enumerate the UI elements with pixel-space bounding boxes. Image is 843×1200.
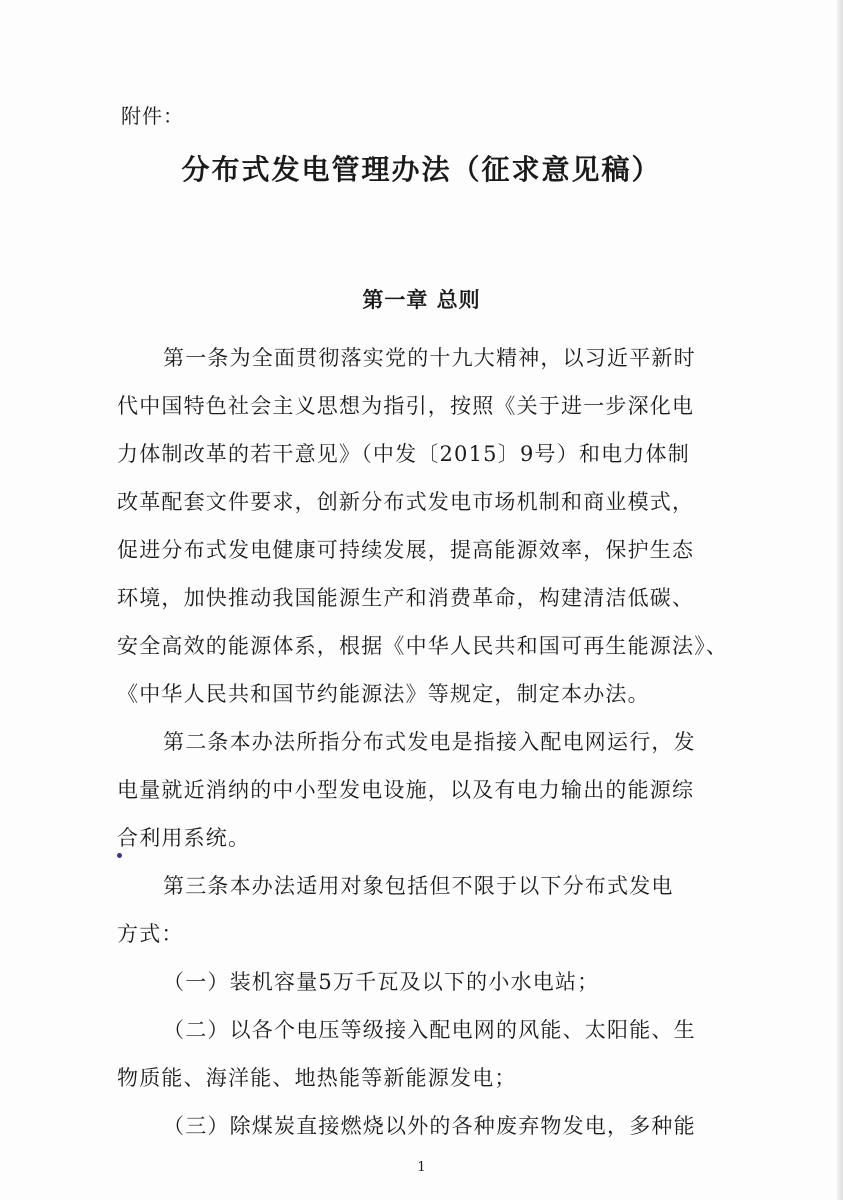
article-1-line-1: 第一条为全面贯彻落实党的十九大精神，以习近平新时 [163, 346, 696, 370]
article-1-line-4: 改革配套文件要求，创新分布式发电市场机制和商业模式， [117, 490, 695, 514]
article-1-line-6: 环境，加快推动我国能源生产和消费革命，构建清洁低碳、 [117, 586, 695, 610]
chapter-heading: 第一章 总则 [362, 287, 481, 312]
document-title: 分布式发电管理办法（征求意见稿） [181, 153, 662, 186]
attachment-label: 附件： [121, 104, 184, 128]
scan-speck [117, 853, 122, 858]
article-1-line-3: 力体制改革的若干意见》（中发〔2015〕9号）和电力体制 [117, 442, 690, 466]
article-3-item-1: （一）装机容量5万千瓦及以下的小水电站； [163, 970, 600, 994]
article-3-item-2-line-2: 物质能、海洋能、地热能等新能源发电； [117, 1066, 517, 1090]
article-2-line-3: 合利用系统。 [117, 826, 251, 850]
article-3-line-1: 第三条本办法适用对象包括但不限于以下分布式发电 [163, 874, 674, 898]
article-1-line-7: 安全高效的能源体系，根据《中华人民共和国可再生能源法》、 [117, 634, 729, 658]
article-2-line-2: 电量就近消纳的中小型发电设施，以及有电力输出的能源综 [117, 778, 695, 802]
article-1-line-2: 代中国特色社会主义思想为指引，按照《关于进一步深化电 [117, 394, 695, 418]
article-3-line-2: 方式： [117, 922, 184, 946]
article-1-line-8: 《中华人民共和国节约能源法》等规定，制定本办法。 [117, 682, 650, 706]
article-3-item-2-line-1: （二）以各个电压等级接入配电网的风能、太阳能、生 [163, 1018, 696, 1042]
article-2-line-1: 第二条本办法所指分布式发电是指接入配电网运行，发 [163, 730, 696, 754]
article-3-item-3-line-1: （三）除煤炭直接燃烧以外的各种废弃物发电，多种能 [163, 1114, 696, 1138]
page-number: 1 [417, 1160, 426, 1175]
article-1-line-5: 促进分布式发电健康可持续发展，提高能源效率，保护生态 [117, 538, 695, 562]
